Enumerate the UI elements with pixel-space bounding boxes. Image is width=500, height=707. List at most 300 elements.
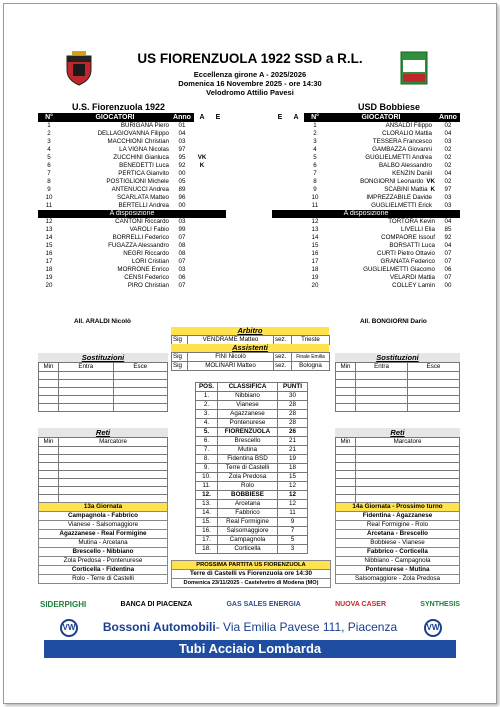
fixture-row — [336, 557, 460, 566]
bench-row — [272, 274, 460, 282]
player-year: 03 — [444, 138, 452, 145]
sponsor-tubi-acciaio: Tubi Acciaio Lombarda — [44, 640, 456, 658]
grid-cell — [39, 487, 59, 495]
player-row — [38, 170, 226, 178]
player-number: 11 — [311, 202, 319, 209]
player-number: 15 — [311, 242, 319, 249]
sez-label: sez. — [274, 362, 292, 371]
standing-team: Rolo — [218, 482, 278, 491]
standings-row — [196, 473, 308, 482]
e-cell — [210, 178, 226, 186]
grid-cell — [39, 463, 59, 471]
player-number: 7 — [47, 170, 51, 177]
a-cell — [288, 186, 304, 194]
assistants-label: Assistenti — [171, 344, 329, 352]
player-number: 9 — [313, 186, 317, 193]
grid-cell — [59, 487, 168, 495]
player-number: 1 — [47, 122, 51, 129]
standing-team: Mutina — [218, 446, 278, 455]
col-year: Anno — [170, 113, 194, 122]
standing-pos: 3. — [196, 410, 218, 419]
fixture-row — [336, 548, 460, 557]
grid-cell — [356, 372, 408, 380]
player-number: 2 — [313, 130, 317, 137]
player-number: 2 — [47, 130, 51, 137]
fixture: Brescello - Nibbiano — [39, 548, 168, 557]
bench-row — [272, 258, 460, 266]
player-number: 5 — [313, 154, 317, 161]
player-name-cell — [326, 122, 436, 130]
player-number: 14 — [311, 234, 319, 241]
e-cell — [272, 154, 288, 162]
fixture-row — [336, 521, 460, 530]
e-cell — [272, 234, 288, 242]
e-cell — [272, 242, 288, 250]
captain-tag — [194, 122, 210, 130]
grid-cell — [113, 396, 168, 404]
player-year: 08 — [178, 242, 186, 249]
e-cell — [210, 162, 226, 170]
captain-tag — [194, 202, 210, 210]
player-year: 07 — [178, 234, 186, 241]
grid-cell — [59, 380, 114, 388]
grid-row — [336, 372, 460, 380]
a-cell — [288, 178, 304, 186]
bench-row — [272, 226, 460, 234]
captain-tag: K — [430, 186, 435, 193]
next-match-table — [171, 560, 331, 588]
round14-table — [335, 502, 460, 584]
player-year: 92 — [444, 234, 452, 241]
player-row — [272, 178, 460, 186]
standing-pos: 2. — [196, 401, 218, 410]
e-cell — [272, 186, 288, 194]
a-cell — [288, 258, 304, 266]
grid-cell — [39, 372, 59, 380]
player-number: 7 — [313, 170, 317, 177]
grid-cell — [356, 396, 408, 404]
sig-label: Sig — [172, 336, 188, 345]
grid-row — [39, 372, 168, 380]
e-cell — [272, 194, 288, 202]
col-header: Marcatore — [356, 438, 460, 447]
player-year: 92 — [178, 162, 186, 169]
player-name: CANTONI Riccardo — [115, 218, 169, 225]
assistant-name: FINI Nicolò — [188, 353, 274, 362]
player-year: 00 — [178, 170, 186, 177]
standing-points: 11 — [278, 509, 308, 518]
fixture: Fidentina - Agazzanese — [336, 512, 460, 521]
grid-cell — [59, 447, 168, 455]
grid-header — [336, 438, 460, 447]
standings-row — [196, 419, 308, 428]
a-cell — [288, 154, 304, 162]
fixture-row — [39, 566, 168, 575]
e-cell — [210, 130, 226, 138]
grid-cell — [336, 471, 356, 479]
player-name: GUGLIELMETTI Giacomo — [363, 266, 435, 273]
grid-row — [336, 487, 460, 495]
fixture-row — [39, 557, 168, 566]
standings-row — [196, 482, 308, 491]
standings-table — [195, 382, 308, 554]
col-points: PUNTI — [278, 383, 308, 392]
standing-team: Pontenurese — [218, 419, 278, 428]
player-name: BERTELLI Andrea — [118, 202, 169, 209]
player-year: 96 — [178, 194, 186, 201]
fixture-row — [39, 530, 168, 539]
player-row — [272, 130, 460, 138]
grid-cell — [59, 463, 168, 471]
a-cell — [288, 138, 304, 146]
fixture: Vianese - Salsomaggiore — [39, 521, 168, 530]
standing-points: 19 — [278, 455, 308, 464]
col-pos: POS. — [196, 383, 218, 392]
away-coach: All. BONGIORNI Dario — [360, 318, 427, 325]
e-cell — [210, 234, 226, 242]
standing-points: 30 — [278, 392, 308, 401]
grid-cell — [336, 487, 356, 495]
standing-points: 28 — [278, 419, 308, 428]
grid-row — [336, 471, 460, 479]
sponsor-banca-piacenza: BANCA DI PIACENZA — [120, 600, 193, 608]
grid-cell — [59, 372, 114, 380]
e-cell — [272, 162, 288, 170]
grid-cell — [113, 388, 168, 396]
player-row — [272, 194, 460, 202]
bench-row — [38, 250, 226, 258]
fixture-row — [336, 539, 460, 548]
standings-row — [196, 428, 308, 437]
standing-points: 26 — [278, 428, 308, 437]
grid-cell — [408, 396, 460, 404]
player-year: 05 — [178, 178, 186, 185]
grid-row — [39, 463, 168, 471]
a-cell — [288, 282, 304, 290]
standing-pos: 15. — [196, 518, 218, 527]
grid-cell — [356, 455, 460, 463]
a-cell — [288, 242, 304, 250]
bench-label: A disposizione — [38, 210, 226, 218]
fixture: Bobbiese - Vianese — [336, 539, 460, 548]
e-cell — [272, 282, 288, 290]
a-cell — [194, 218, 210, 226]
player-year: 07 — [444, 258, 452, 265]
grid-cell — [336, 455, 356, 463]
grid-cell — [39, 479, 59, 487]
e-cell — [272, 178, 288, 186]
player-number: 6 — [47, 162, 51, 169]
sig-label: Sig — [172, 353, 188, 362]
fixture: Rolo - Terre di Castelli — [39, 575, 168, 584]
away-subs-label: Sostituzioni — [335, 353, 460, 362]
player-name: GRANATA Federico — [380, 258, 435, 265]
player-number: 14 — [45, 234, 53, 241]
player-row — [38, 178, 226, 186]
fixture: Nibbiano - Campagnola — [336, 557, 460, 566]
e-cell — [272, 266, 288, 274]
e-cell — [210, 242, 226, 250]
player-name: KENZIN Daniil — [392, 170, 432, 177]
grid-row — [39, 396, 168, 404]
a-cell — [194, 274, 210, 282]
vw-logo-right-icon: VW — [424, 619, 442, 637]
standings-header — [196, 383, 308, 392]
venue-label: Velodromo Attilio Pavesi — [206, 88, 294, 97]
player-year: 02 — [444, 162, 452, 169]
grid-cell — [408, 380, 460, 388]
col-header: Min — [39, 363, 59, 372]
a-cell — [288, 146, 304, 154]
e-cell — [272, 274, 288, 282]
player-year: 07 — [444, 274, 452, 281]
away-goals-table — [335, 437, 460, 503]
bench-row — [38, 282, 226, 290]
a-cell — [288, 162, 304, 170]
player-row — [272, 122, 460, 130]
captain-tag: VK — [426, 178, 435, 185]
standing-pos: 1. — [196, 392, 218, 401]
player-number: 15 — [45, 242, 53, 249]
player-row — [272, 186, 460, 194]
standing-pos: 11. — [196, 482, 218, 491]
fixture: Pontenurese - Mutina — [336, 566, 460, 575]
col-header: Min — [336, 438, 356, 447]
player-row — [38, 146, 226, 154]
standing-pos: 6. — [196, 437, 218, 446]
player-name: PERTICA Gianvito — [118, 170, 169, 177]
player-row — [38, 122, 226, 130]
player-name: CURTI Pietro Ottavio — [377, 250, 435, 257]
standing-points: 12 — [278, 482, 308, 491]
a-cell — [194, 242, 210, 250]
grid-row — [336, 388, 460, 396]
grid-cell — [59, 479, 168, 487]
player-year: 08 — [178, 250, 186, 257]
page-title: US FIORENZUOLA 1922 SSD a R.L. — [137, 51, 363, 66]
e-cell — [272, 170, 288, 178]
a-cell — [288, 274, 304, 282]
bench-row — [272, 266, 460, 274]
standing-points: 15 — [278, 473, 308, 482]
a-cell — [288, 218, 304, 226]
grid-header — [39, 438, 168, 447]
grid-cell — [356, 471, 460, 479]
player-number: 5 — [47, 154, 51, 161]
grid-cell — [59, 388, 114, 396]
player-name: TORTORA Kevin — [388, 218, 435, 225]
player-row — [272, 138, 460, 146]
grid-header — [336, 363, 460, 372]
grid-cell — [356, 463, 460, 471]
player-number: 20 — [45, 282, 53, 289]
player-name-cell — [326, 194, 436, 202]
grid-cell — [59, 455, 168, 463]
standing-team: Salsomaggiore — [218, 527, 278, 536]
player-year: 04 — [178, 130, 186, 137]
standing-pos: 14. — [196, 509, 218, 518]
grid-row — [39, 471, 168, 479]
e-cell — [210, 154, 226, 162]
player-name: CLORALIO Mattia — [382, 130, 432, 137]
fixture: Agazzanese - Real Formigine — [39, 530, 168, 539]
player-year: 02 — [444, 178, 452, 185]
player-year: 03 — [444, 194, 452, 201]
grid-cell — [39, 455, 59, 463]
player-number: 20 — [311, 282, 319, 289]
standing-points: 18 — [278, 464, 308, 473]
standings-row — [196, 518, 308, 527]
a-cell — [194, 282, 210, 290]
grid-cell — [336, 372, 356, 380]
a-cell — [288, 202, 304, 210]
grid-row — [39, 487, 168, 495]
grid-cell — [408, 404, 460, 412]
player-name: VELARDI Mattia — [389, 274, 435, 281]
col-header: Min — [39, 438, 59, 447]
grid-row — [336, 447, 460, 455]
sponsor-bossoni — [40, 617, 460, 637]
e-cell — [210, 194, 226, 202]
round13-table — [38, 502, 168, 584]
player-year: 85 — [444, 226, 452, 233]
col-team: CLASSIFICA — [218, 383, 278, 392]
player-number: 9 — [47, 186, 51, 193]
standing-points: 12 — [278, 491, 308, 500]
col-a: A — [288, 113, 304, 122]
player-number: 1 — [313, 122, 317, 129]
player-year: 06 — [444, 266, 452, 273]
col-header: Esce — [408, 363, 460, 372]
grid-cell — [356, 404, 408, 412]
standing-pos: 10. — [196, 473, 218, 482]
fixture: Real Formigine - Rolo — [336, 521, 460, 530]
player-year: 97 — [444, 186, 452, 193]
sez-label: sez. — [274, 353, 292, 362]
grid-cell — [39, 404, 59, 412]
e-cell — [272, 258, 288, 266]
player-name: LA VIGNA Nicolas — [119, 146, 169, 153]
standings-row — [196, 500, 308, 509]
fixture: Salsomaggiore - Zola Predosa — [336, 575, 460, 584]
grid-row — [39, 455, 168, 463]
player-name: COLLEY Lamin — [392, 282, 435, 289]
standing-pos: 12. — [196, 491, 218, 500]
home-subs-label: Sostituzioni — [38, 353, 168, 362]
captain-tag — [194, 130, 210, 138]
standings-row — [196, 527, 308, 536]
grid-row — [336, 455, 460, 463]
grid-cell — [39, 380, 59, 388]
e-cell — [210, 266, 226, 274]
standing-points: 3 — [278, 545, 308, 554]
e-cell — [210, 226, 226, 234]
a-cell — [288, 250, 304, 258]
standings-row — [196, 446, 308, 455]
grid-cell — [408, 388, 460, 396]
grid-cell — [39, 388, 59, 396]
player-name-cell — [326, 130, 436, 138]
standings-row — [196, 536, 308, 545]
player-name: COMPAORE Issouf — [381, 234, 435, 241]
grid-cell — [336, 396, 356, 404]
player-number: 12 — [311, 218, 319, 225]
standing-team: Fidentina BSD — [218, 455, 278, 464]
player-number: 10 — [311, 194, 319, 201]
player-name: SCABINI Mattia — [384, 186, 428, 193]
standing-pos: 9. — [196, 464, 218, 473]
player-year: 07 — [178, 258, 186, 265]
col-header: Marcatore — [59, 438, 168, 447]
sponsor-synthesis: SYNTHESIS — [420, 600, 460, 608]
bench-row — [272, 234, 460, 242]
fixture-row — [336, 566, 460, 575]
sponsor-gas-sales: GAS SALES ENERGIA — [226, 600, 301, 608]
captain-tag — [194, 146, 210, 154]
player-row — [272, 154, 460, 162]
grid-row — [336, 479, 460, 487]
player-year: 03 — [178, 266, 186, 273]
a-cell — [288, 130, 304, 138]
grid-row — [39, 388, 168, 396]
player-number: 4 — [47, 146, 51, 153]
player-name: GUGLIELMETTI Erick — [371, 202, 432, 209]
player-name: FUGAZZA Alessandro — [108, 242, 169, 249]
standing-team: Real Formigine — [218, 518, 278, 527]
captain-tag — [194, 186, 210, 194]
player-name: MORRONE Enrico — [117, 266, 169, 273]
player-name: BENEDETTI Luca — [119, 162, 169, 169]
player-name: CENSI Federico — [124, 274, 169, 281]
home-coach: All. ARALDI Nicolò — [74, 318, 131, 325]
away-lineup-header — [272, 113, 460, 122]
player-name: SCARLATA Matteo — [116, 194, 169, 201]
grid-cell — [336, 404, 356, 412]
player-year: 03 — [178, 218, 186, 225]
e-cell — [272, 218, 288, 226]
captain-tag — [194, 178, 210, 186]
player-number: 16 — [45, 250, 53, 257]
player-name-cell — [326, 138, 436, 146]
grid-cell — [59, 471, 168, 479]
e-cell — [210, 146, 226, 154]
bench-row — [38, 234, 226, 242]
standing-team: Campagnola — [218, 536, 278, 545]
player-name: MACCHIONI Christian — [107, 138, 169, 145]
grid-row — [39, 380, 168, 388]
col-year: Anno — [436, 113, 460, 122]
player-name-cell — [326, 154, 436, 162]
grid-row — [39, 447, 168, 455]
a-cell — [288, 266, 304, 274]
e-cell — [210, 250, 226, 258]
player-name: BURIGANA Piero — [120, 122, 169, 129]
sez-label: sez. — [274, 336, 292, 345]
player-number: 8 — [313, 178, 317, 185]
standing-points: 28 — [278, 410, 308, 419]
player-name: GUGLIELMETTI Andrea — [365, 154, 432, 161]
vw-logo-left-icon: VW — [60, 619, 78, 637]
player-year: 01 — [178, 122, 186, 129]
next-match-teams: Terre di Castelli vs Fiorenzuola ore 14:30 — [172, 570, 331, 579]
player-number: 18 — [311, 266, 319, 273]
bossoni-address: - Via Emilia Pavese 111, Piacenza — [215, 620, 398, 634]
a-cell — [288, 226, 304, 234]
player-number: 19 — [311, 274, 319, 281]
fixture-row — [39, 521, 168, 530]
sponsor-row — [40, 593, 460, 615]
grid-header — [39, 363, 168, 372]
